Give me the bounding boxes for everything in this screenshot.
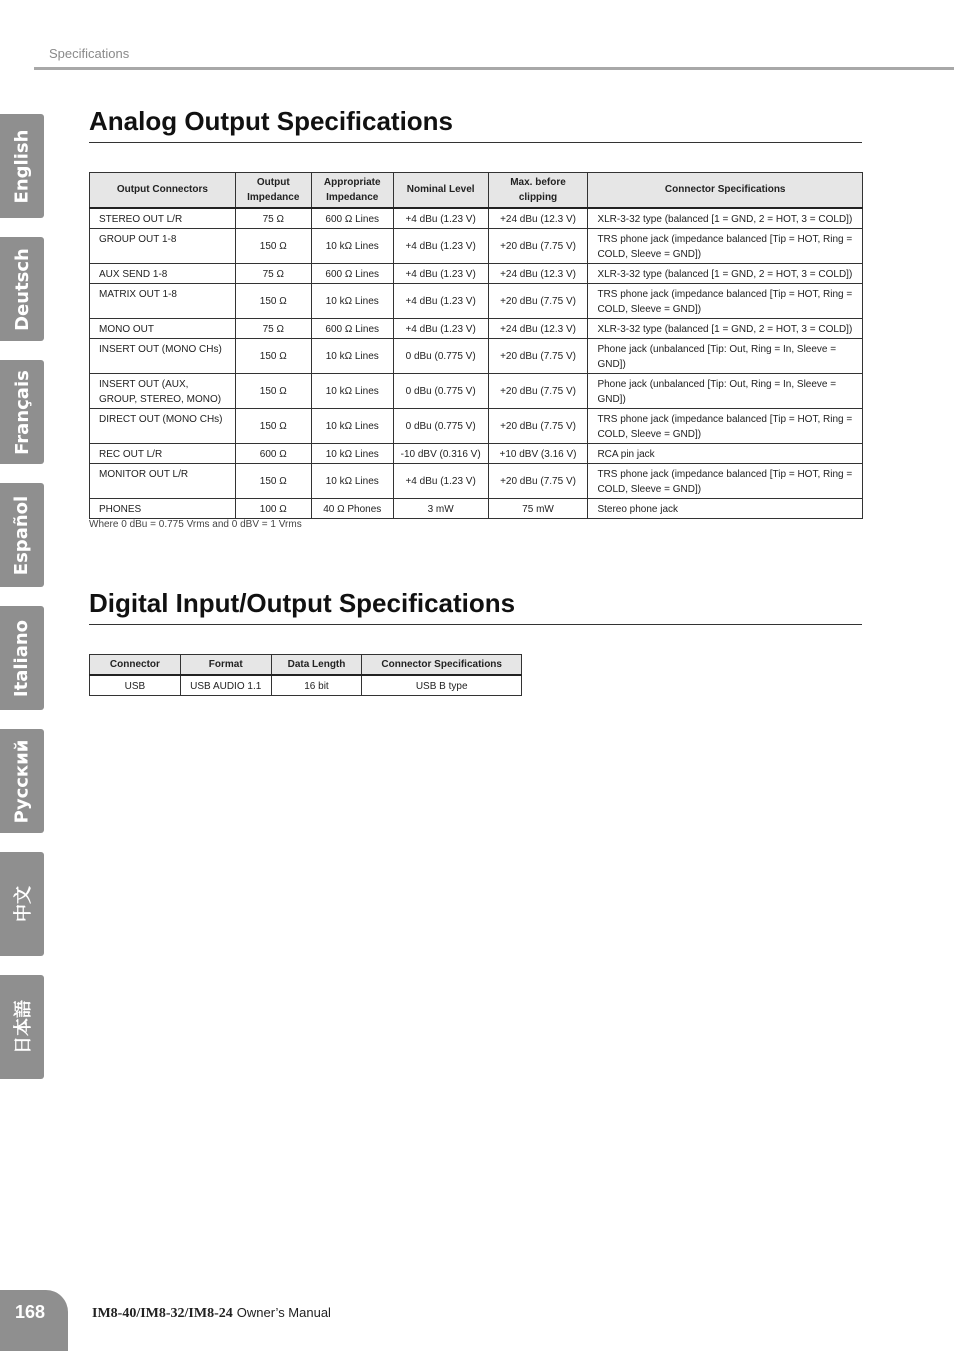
- cell-connector: DIRECT OUT (MONO CHs): [90, 408, 236, 443]
- col-format: Format: [180, 655, 271, 675]
- cell-connector-spec: TRS phone jack (impedance balanced [Tip = HOT, Ring = COLD, Sleeve = GND]): [588, 283, 863, 318]
- cell-appropriate-impedance: 40 Ω Phones: [311, 498, 393, 518]
- col-appropriate-impedance: Appropriate Impedance: [311, 173, 393, 208]
- cell-max-level: +20 dBu (7.75 V): [488, 338, 588, 373]
- cell-connector: USB: [90, 675, 181, 696]
- cell-nominal-level: 0 dBu (0.775 V): [393, 373, 488, 408]
- cell-output-impedance: 150 Ω: [235, 228, 311, 263]
- table-row: [90, 263, 863, 283]
- cell-max-level: +20 dBu (7.75 V): [488, 228, 588, 263]
- table-row: [90, 675, 522, 696]
- cell-output-impedance: 75 Ω: [235, 208, 311, 229]
- cell-nominal-level: -10 dBV (0.316 V): [393, 443, 488, 463]
- cell-connector-spec: USB B type: [362, 675, 522, 696]
- footer-manual-title: [92, 1305, 331, 1322]
- cell-max-level: +20 dBu (7.75 V): [488, 373, 588, 408]
- digital-section-title: Digital Input/Output Specifications: [89, 588, 862, 625]
- cell-output-impedance: 150 Ω: [235, 408, 311, 443]
- cell-connector: REC OUT L/R: [90, 443, 236, 463]
- cell-output-impedance: 150 Ω: [235, 463, 311, 498]
- cell-format: USB AUDIO 1.1: [180, 675, 271, 696]
- col-connector-specifications: Connector Specifications: [588, 173, 863, 208]
- cell-connector: GROUP OUT 1-8: [90, 228, 236, 263]
- col-connector: Connector: [90, 655, 181, 675]
- cell-connector-spec: Phone jack (unbalanced [Tip: Out, Ring = In, Sleeve = GND]): [588, 373, 863, 408]
- table-row: [90, 373, 863, 408]
- lang-tab-espanol[interactable]: Español: [0, 483, 44, 587]
- cell-appropriate-impedance: 10 kΩ Lines: [311, 283, 393, 318]
- cell-connector-spec: Stereo phone jack: [588, 498, 863, 518]
- cell-max-level: +24 dBu (12.3 V): [488, 208, 588, 229]
- lang-tab-russian[interactable]: Русский: [0, 729, 44, 833]
- cell-connector-spec: TRS phone jack (impedance balanced [Tip = HOT, Ring = COLD, Sleeve = GND]): [588, 463, 863, 498]
- cell-max-level: +10 dBV (3.16 V): [488, 443, 588, 463]
- cell-appropriate-impedance: 10 kΩ Lines: [311, 338, 393, 373]
- col-nominal-level: Nominal Level: [393, 173, 488, 208]
- col-connector-specifications: Connector Specifications: [362, 655, 522, 675]
- running-head: Specifications: [49, 46, 130, 61]
- cell-max-level: +24 dBu (12.3 V): [488, 263, 588, 283]
- table-row: [90, 443, 863, 463]
- cell-output-impedance: 150 Ω: [235, 283, 311, 318]
- cell-connector-spec: TRS phone jack (impedance balanced [Tip = HOT, Ring = COLD, Sleeve = GND]): [588, 408, 863, 443]
- cell-appropriate-impedance: 10 kΩ Lines: [311, 373, 393, 408]
- cell-connector-spec: RCA pin jack: [588, 443, 863, 463]
- cell-output-impedance: 100 Ω: [235, 498, 311, 518]
- level-reference-note: Where 0 dBu = 0.775 Vrms and 0 dBV = 1 Vrms: [89, 519, 302, 530]
- cell-nominal-level: +4 dBu (1.23 V): [393, 228, 488, 263]
- page-number: 168: [15, 1302, 46, 1322]
- cell-connector-spec: XLR-3-32 type (balanced [1 = GND, 2 = HOT, 3 = COLD]): [588, 263, 863, 283]
- cell-max-level: +24 dBu (12.3 V): [488, 318, 588, 338]
- cell-max-level: +20 dBu (7.75 V): [488, 408, 588, 443]
- cell-connector: STEREO OUT L/R: [90, 208, 236, 229]
- analog-output-table: [89, 172, 863, 519]
- cell-output-impedance: 75 Ω: [235, 318, 311, 338]
- cell-nominal-level: 0 dBu (0.775 V): [393, 408, 488, 443]
- cell-connector: AUX SEND 1-8: [90, 263, 236, 283]
- lang-tab-francais[interactable]: Français: [0, 360, 44, 464]
- lang-tab-english[interactable]: English: [0, 114, 44, 218]
- cell-connector: PHONES: [90, 498, 236, 518]
- lang-tab-chinese[interactable]: 中文: [0, 852, 44, 956]
- col-data-length: Data Length: [271, 655, 362, 675]
- cell-nominal-level: +4 dBu (1.23 V): [393, 463, 488, 498]
- cell-nominal-level: 3 mW: [393, 498, 488, 518]
- cell-output-impedance: 150 Ω: [235, 338, 311, 373]
- cell-connector: MATRIX OUT 1-8: [90, 283, 236, 318]
- table-row: [90, 338, 863, 373]
- header-rule: [34, 67, 954, 70]
- cell-max-level: 75 mW: [488, 498, 588, 518]
- cell-connector-spec: TRS phone jack (impedance balanced [Tip = HOT, Ring = COLD, Sleeve = GND]): [588, 228, 863, 263]
- digital-io-table: [89, 654, 522, 696]
- cell-nominal-level: +4 dBu (1.23 V): [393, 208, 488, 229]
- cell-data-length: 16 bit: [271, 675, 362, 696]
- col-output-impedance: Output Impedance: [235, 173, 311, 208]
- cell-connector: INSERT OUT (MONO CHs): [90, 338, 236, 373]
- table-row: [90, 408, 863, 443]
- table-header-row: [90, 655, 522, 675]
- table-row: [90, 283, 863, 318]
- cell-appropriate-impedance: 10 kΩ Lines: [311, 408, 393, 443]
- cell-appropriate-impedance: 600 Ω Lines: [311, 263, 393, 283]
- table-row: [90, 463, 863, 498]
- cell-nominal-level: +4 dBu (1.23 V): [393, 318, 488, 338]
- table-row: [90, 318, 863, 338]
- analog-section-title: Analog Output Specifications: [89, 106, 862, 143]
- cell-max-level: +20 dBu (7.75 V): [488, 283, 588, 318]
- cell-connector: INSERT OUT (AUX, GROUP, STEREO, MONO): [90, 373, 236, 408]
- col-output-connectors: Output Connectors: [90, 173, 236, 208]
- model-name: IM8-40/IM8-32/IM8-24: [92, 1306, 233, 1321]
- cell-output-impedance: 600 Ω: [235, 443, 311, 463]
- cell-connector: MONITOR OUT L/R: [90, 463, 236, 498]
- manual-label: Owner’s Manual: [236, 1305, 331, 1320]
- cell-connector-spec: XLR-3-32 type (balanced [1 = GND, 2 = HOT, 3 = COLD]): [588, 318, 863, 338]
- cell-appropriate-impedance: 10 kΩ Lines: [311, 443, 393, 463]
- table-row: [90, 228, 863, 263]
- cell-appropriate-impedance: 600 Ω Lines: [311, 318, 393, 338]
- table-header-row: [90, 173, 863, 208]
- cell-connector-spec: Phone jack (unbalanced [Tip: Out, Ring = In, Sleeve = GND]): [588, 338, 863, 373]
- lang-tab-italiano[interactable]: Italiano: [0, 606, 44, 710]
- col-max-before-clipping: Max. before clipping: [488, 173, 588, 208]
- cell-connector: MONO OUT: [90, 318, 236, 338]
- cell-nominal-level: +4 dBu (1.23 V): [393, 283, 488, 318]
- table-row: [90, 498, 863, 518]
- lang-tab-deutsch[interactable]: Deutsch: [0, 237, 44, 341]
- cell-output-impedance: 75 Ω: [235, 263, 311, 283]
- cell-connector-spec: XLR-3-32 type (balanced [1 = GND, 2 = HOT, 3 = COLD]): [588, 208, 863, 229]
- cell-nominal-level: +4 dBu (1.23 V): [393, 263, 488, 283]
- cell-appropriate-impedance: 10 kΩ Lines: [311, 463, 393, 498]
- cell-max-level: +20 dBu (7.75 V): [488, 463, 588, 498]
- table-row: [90, 208, 863, 229]
- cell-appropriate-impedance: 600 Ω Lines: [311, 208, 393, 229]
- cell-output-impedance: 150 Ω: [235, 373, 311, 408]
- cell-appropriate-impedance: 10 kΩ Lines: [311, 228, 393, 263]
- cell-nominal-level: 0 dBu (0.775 V): [393, 338, 488, 373]
- lang-tab-japanese[interactable]: 日本語: [0, 975, 44, 1079]
